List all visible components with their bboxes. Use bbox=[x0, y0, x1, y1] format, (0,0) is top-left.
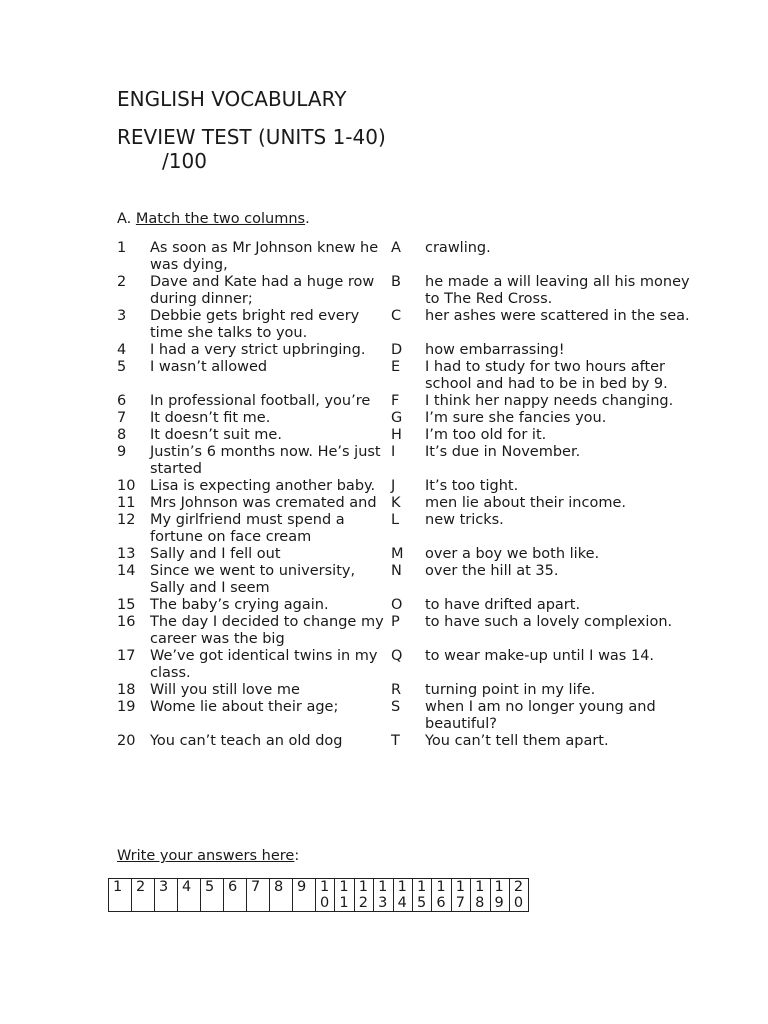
answer-text: I’m too old for it. bbox=[425, 427, 547, 443]
question-text: My girlfriend must spend a fortune on face cream bbox=[150, 512, 345, 545]
answer-text: men lie about their income. bbox=[425, 495, 626, 511]
section-a-prefix: A. bbox=[117, 211, 136, 227]
answers-heading bbox=[117, 847, 299, 865]
answer-cell[interactable]: 15 bbox=[412, 879, 431, 912]
question-number: 3 bbox=[117, 308, 127, 324]
question-text: You can’t teach an old dog bbox=[150, 733, 343, 749]
match-row bbox=[117, 240, 697, 274]
match-row bbox=[117, 699, 697, 733]
question-text: Mrs Johnson was cremated and bbox=[150, 495, 377, 511]
question-number: 13 bbox=[117, 546, 136, 562]
answer-letter: E bbox=[391, 359, 401, 375]
answer-cell[interactable]: 8 bbox=[270, 879, 293, 912]
answer-cell[interactable]: 16 bbox=[432, 879, 451, 912]
question-text: Will you still love me bbox=[150, 682, 300, 698]
match-row bbox=[117, 308, 697, 342]
answer-text: I had to study for two hours after school and had to be in bed by 9. bbox=[425, 359, 668, 392]
question-text: Dave and Kate had a huge row during dinner; bbox=[150, 274, 375, 307]
answer-cell[interactable]: 5 bbox=[201, 879, 224, 912]
question-number: 10 bbox=[117, 478, 136, 494]
answer-letter: T bbox=[391, 733, 400, 749]
match-row bbox=[117, 444, 697, 478]
question-text: The day I decided to change my career was the big bbox=[150, 614, 384, 647]
answer-text: to wear make-up until I was 14. bbox=[425, 648, 655, 664]
question-number: 15 bbox=[117, 597, 136, 613]
match-row bbox=[117, 427, 697, 444]
answer-cell[interactable]: 6 bbox=[224, 879, 247, 912]
answer-text: I think her nappy needs changing. bbox=[425, 393, 674, 409]
question-text: It doesn’t fit me. bbox=[150, 410, 271, 426]
question-number: 5 bbox=[117, 359, 127, 375]
answer-text: I’m sure she fancies you. bbox=[425, 410, 607, 426]
match-row bbox=[117, 342, 697, 359]
answers-label-suffix: : bbox=[294, 848, 300, 864]
question-number: 12 bbox=[117, 512, 136, 528]
match-row bbox=[117, 495, 697, 512]
matching-columns bbox=[117, 240, 697, 750]
match-row bbox=[117, 733, 697, 750]
question-text: Sally and I fell out bbox=[150, 546, 281, 562]
question-number: 8 bbox=[117, 427, 127, 443]
question-number: 20 bbox=[117, 733, 136, 749]
answer-cell[interactable]: 14 bbox=[393, 879, 412, 912]
question-text: Justin’s 6 months now. He’s just started bbox=[150, 444, 381, 477]
answer-letter: N bbox=[391, 563, 402, 579]
question-number: 6 bbox=[117, 393, 127, 409]
answer-cell[interactable]: 19 bbox=[490, 879, 509, 912]
answer-cell[interactable]: 12 bbox=[354, 879, 373, 912]
question-text: I wasn’t allowed bbox=[150, 359, 268, 375]
question-text: Since we went to university, Sally and I seem bbox=[150, 563, 356, 596]
question-number: 1 bbox=[117, 240, 127, 256]
answer-text: when I am no longer young and beautiful? bbox=[425, 699, 656, 732]
question-text: Debbie gets bright red every time she talks to you. bbox=[150, 308, 360, 341]
answer-letter: R bbox=[391, 682, 402, 698]
match-row bbox=[117, 648, 697, 682]
question-number: 9 bbox=[117, 444, 127, 460]
answer-grid bbox=[108, 878, 529, 912]
answer-letter: I bbox=[391, 444, 396, 460]
answer-cell[interactable]: 17 bbox=[451, 879, 470, 912]
answer-letter: J bbox=[391, 478, 396, 494]
answer-letter: A bbox=[391, 240, 401, 256]
question-text: In professional football, you’re bbox=[150, 393, 371, 409]
question-number: 7 bbox=[117, 410, 127, 426]
match-row bbox=[117, 614, 697, 648]
document-subtitle: REVIEW TEST (UNITS 1-40) bbox=[117, 125, 386, 149]
answer-cell[interactable]: 3 bbox=[155, 879, 178, 912]
answer-text: over the hill at 35. bbox=[425, 563, 559, 579]
answer-letter: K bbox=[391, 495, 401, 511]
answer-cell[interactable]: 11 bbox=[335, 879, 354, 912]
answer-cell[interactable]: 13 bbox=[374, 879, 393, 912]
question-text: Lisa is expecting another baby. bbox=[150, 478, 376, 494]
answer-grid-row bbox=[109, 879, 529, 912]
match-row bbox=[117, 359, 697, 393]
answer-letter: G bbox=[391, 410, 403, 426]
question-number: 17 bbox=[117, 648, 136, 664]
answer-text: her ashes were scattered in the sea. bbox=[425, 308, 690, 324]
answer-text: to have drifted apart. bbox=[425, 597, 581, 613]
answer-letter: O bbox=[391, 597, 403, 613]
answer-letter: S bbox=[391, 699, 401, 715]
match-row bbox=[117, 478, 697, 495]
question-number: 18 bbox=[117, 682, 136, 698]
question-text: It doesn’t suit me. bbox=[150, 427, 282, 443]
question-number: 19 bbox=[117, 699, 136, 715]
answer-text: crawling. bbox=[425, 240, 491, 256]
answer-cell[interactable]: 2 bbox=[132, 879, 155, 912]
answer-text: to have such a lovely complexion. bbox=[425, 614, 673, 630]
answer-letter: B bbox=[391, 274, 401, 290]
answer-text: It’s due in November. bbox=[425, 444, 581, 460]
answer-cell[interactable]: 4 bbox=[178, 879, 201, 912]
answer-letter: P bbox=[391, 614, 400, 630]
answer-cell[interactable]: 18 bbox=[471, 879, 490, 912]
section-a-suffix: . bbox=[305, 211, 310, 227]
match-row bbox=[117, 274, 697, 308]
answer-text: turning point in my life. bbox=[425, 682, 596, 698]
answer-text: new tricks. bbox=[425, 512, 504, 528]
answer-letter: C bbox=[391, 308, 402, 324]
question-text: Wome lie about their age; bbox=[150, 699, 339, 715]
answer-text: he made a will leaving all his money to The Red Cross. bbox=[425, 274, 690, 307]
answer-cell[interactable]: 20 bbox=[509, 879, 528, 912]
question-number: 16 bbox=[117, 614, 136, 630]
answer-cell[interactable]: 9 bbox=[293, 879, 316, 912]
question-number: 11 bbox=[117, 495, 136, 511]
question-number: 2 bbox=[117, 274, 127, 290]
question-text: We’ve got identical twins in my class. bbox=[150, 648, 378, 681]
answer-letter: M bbox=[391, 546, 404, 562]
match-row bbox=[117, 393, 697, 410]
answer-cell[interactable]: 1 bbox=[109, 879, 132, 912]
answer-letter: H bbox=[391, 427, 402, 443]
question-text: I had a very strict upbringing. bbox=[150, 342, 366, 358]
question-number: 4 bbox=[117, 342, 127, 358]
answer-text: You can’t tell them apart. bbox=[425, 733, 609, 749]
question-text: The baby’s crying again. bbox=[150, 597, 329, 613]
answers-label: Write your answers here bbox=[117, 848, 295, 864]
score-total: /100 bbox=[162, 149, 207, 173]
answer-cell[interactable]: 10 bbox=[316, 879, 335, 912]
section-a-title: Match the two columns bbox=[135, 211, 306, 227]
answer-text: over a boy we both like. bbox=[425, 546, 600, 562]
document-title: ENGLISH VOCABULARY bbox=[117, 87, 347, 111]
question-text: As soon as Mr Johnson knew he was dying, bbox=[150, 240, 379, 273]
section-a-heading bbox=[117, 210, 310, 228]
match-row bbox=[117, 597, 697, 614]
answer-text: It’s too tight. bbox=[425, 478, 519, 494]
answer-letter: Q bbox=[391, 648, 403, 664]
question-number: 14 bbox=[117, 563, 136, 579]
match-row bbox=[117, 410, 697, 427]
match-row bbox=[117, 563, 697, 597]
match-row bbox=[117, 512, 697, 546]
match-row bbox=[117, 682, 697, 699]
answer-text: how embarrassing! bbox=[425, 342, 565, 358]
answer-letter: L bbox=[391, 512, 400, 528]
match-row bbox=[117, 546, 697, 563]
answer-cell[interactable]: 7 bbox=[247, 879, 270, 912]
answer-letter: F bbox=[391, 393, 400, 409]
answer-letter: D bbox=[391, 342, 403, 358]
